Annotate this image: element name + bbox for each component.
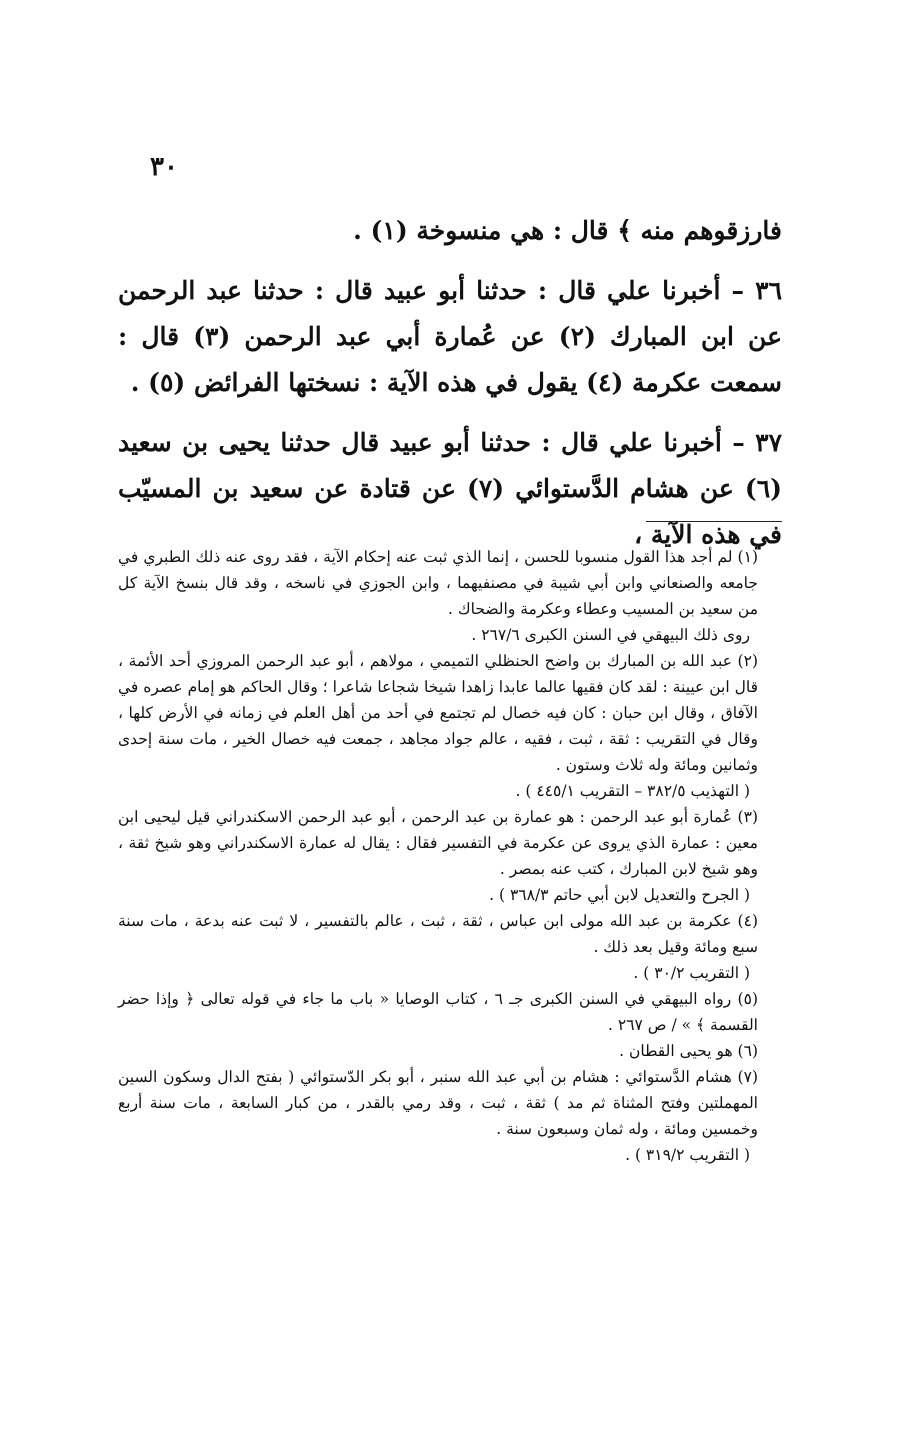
footnote-7-source: ( التقريب ٣١٩/٢ ) . bbox=[625, 1146, 750, 1164]
footnotes bbox=[118, 544, 780, 1168]
footnote-4-source: ( التقريب ٣٠/٢ ) . bbox=[633, 964, 750, 982]
footnote-5: (٥) رواه البيهقي في السنن الكبرى جـ ٦ ، كتاب الوصايا « باب ما جاء في قوله تعالى ﴿ وإذا حضر القسمة ﴾ » / ص ٢٦٧ . bbox=[118, 990, 758, 1034]
main-paragraph-37: ٣٧ – أخبرنا علي قال : حدثنا أبو عبيد قال حدثنا يحيى بن سعيد (٦) عن هشام الدَّستوائي (٧) عن قتادة عن سعيد بن المسيّب في هذه الآية ، bbox=[118, 428, 782, 549]
footnote-2: (٢) عبد الله بن المبارك بن واضح الحنظلي التميمي ، مولاهم ، أبو عبد الرحمن المروزي أحد الأئمة ، قال ابن عيينة : لقد كان فقيها عالما عابدا زاهدا شيخا شجاعا شاعرا ؛ وقال الحاكم هو إمام عصره في الآفاق ، وقال ابن حبان : كان فيه خصال لم تجتمع في أحد من أهل العلم في زمانه في الأرض كلها ، وقال في التقريب : ثقة ، ثبت ، فقيه ، عالم جواد مجاهد ، جمعت فيه خصال الخير ، مات سنة إحدى وثمانين ومائة وله ثلاث وستون . bbox=[118, 652, 758, 774]
footnote-1-source: روى ذلك البيهقي في السنن الكبرى ٢٦٧/٦ . bbox=[471, 626, 750, 644]
footnote-6: (٦) هو يحيى القطان . bbox=[619, 1042, 758, 1060]
footnote-1: (١) لم أجد هذا القول منسوبا للحسن ، إنما الذي ثبت عنه إحكام الآية ، فقد روى عنه ذلك الطبري في جامعه والصنعاني وابن أبي شيبة في مصنفيهما ، وابن الجوزي في ناسخه ، وقد قال بنسخ الآية كل من سعيد بن المسيب وعطاء وعكرمة والضحاك . bbox=[118, 548, 758, 618]
footnote-4: (٤) عكرمة بن عبد الله مولى ابن عباس ، ثقة ، ثبت ، عالم بالتفسير ، لا ثبت عنه بدعة ، مات سنة سبع ومائة وقيل بعد ذلك . bbox=[118, 912, 758, 956]
footnote-3: (٣) عُمارة أبو عبد الرحمن : هو عمارة بن عبد الرحمن ، أبو عبد الرحمن الاسكندراني قيل ليحيى ابن معين : عمارة الذي يروى عن عكرمة في التفسير فقال : يقال له عمارة الاسكندراني وهو شيخ ثقة ، وهو شيخ لابن المبارك ، كتب عنه بمصر . bbox=[118, 808, 758, 878]
main-paragraph-36: ٣٦ – أخبرنا علي قال : حدثنا أبو عبيد قال : حدثنا عبد الرحمن عن ابن المبارك (٢) عن عُمارة أبي عبد الرحمن (٣) قال : سمعت عكرمة (٤) يقول في هذه الآية : نسختها الفرائض (٥) . bbox=[118, 276, 783, 397]
footnote-separator bbox=[646, 521, 782, 522]
page-number: ٣٠ bbox=[150, 152, 178, 182]
footnote-2-source: ( التهذيب ٣٨٢/٥ – التقريب ٤٤٥/١ ) . bbox=[515, 782, 750, 800]
footnote-3-source: ( الجرح والتعديل لابن أبي حاتم ٣٦٨/٣ ) . bbox=[489, 886, 750, 904]
footnote-7: (٧) هشام الدَّستوائي : هشام بن أبي عبد الله سنبر ، أبو بكر الدّستوائي ( بفتح الدال وسكون السين المهملتين وفتح المثناة ثم مد ) ثقة ، ثبت ، وقد رمي بالقدر ، من كبار السابعة ، مات سنة أربع وخمسين ومائة ، وله ثمان وسبعون سنة . bbox=[118, 1068, 758, 1138]
main-text bbox=[118, 208, 782, 572]
main-paragraph-continuation: فارزقوهم منه ﴾ قال : هي منسوخة (١) . bbox=[353, 216, 782, 245]
